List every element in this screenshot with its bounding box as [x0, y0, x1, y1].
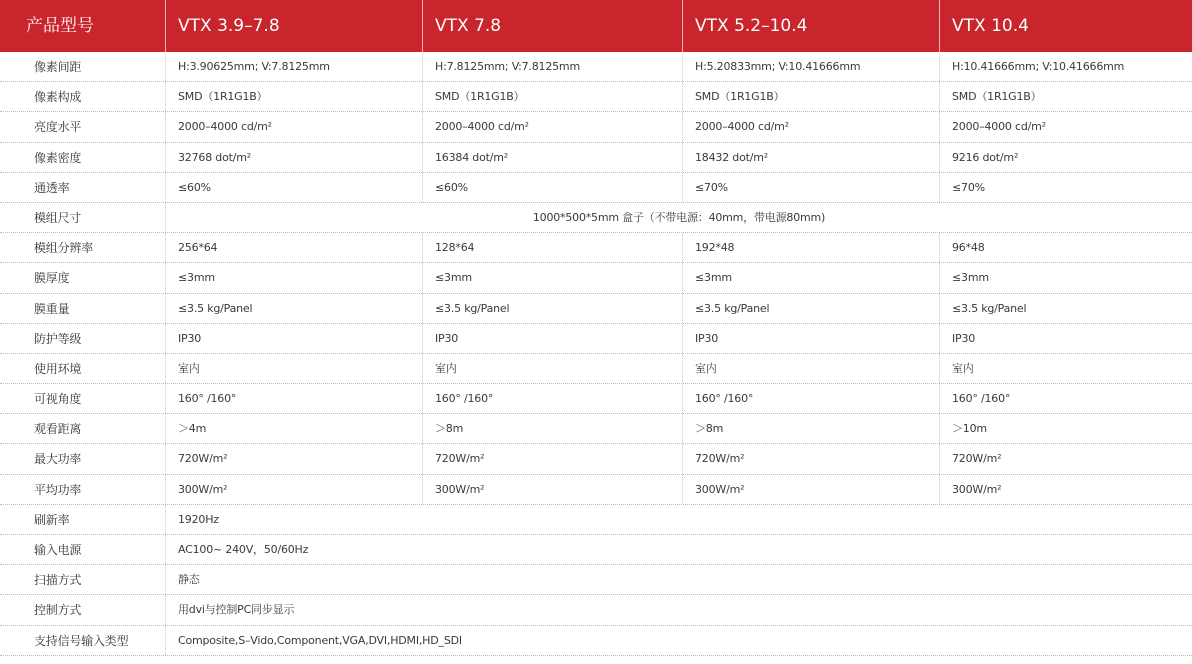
- row-value-model-1: IP30: [165, 324, 422, 353]
- row-label: 亮度水平: [34, 120, 82, 135]
- header-model-1: VTX 3.9–7.8: [165, 0, 422, 52]
- table-row: [0, 626, 1192, 656]
- row-value-model-3: 2000–4000 cd/m²: [682, 112, 939, 141]
- row-value-model-3: 192*48: [682, 233, 939, 262]
- row-value-model-4: 300W/m²: [939, 475, 1192, 504]
- row-value-model-2: 720W/m²: [422, 444, 682, 473]
- row-value-model-4: 160° /160°: [939, 384, 1192, 413]
- row-label: 防护等级: [34, 331, 82, 346]
- row-value-model-3: 室内: [682, 354, 939, 383]
- row-value-model-1: ≤3mm: [165, 263, 422, 292]
- table-row: [0, 112, 1192, 142]
- row-label: 刷新率: [34, 512, 70, 527]
- header-model-3: VTX 5.2–10.4: [682, 0, 939, 52]
- row-value-model-3: ≤3.5 kg/Panel: [682, 294, 939, 323]
- row-value-model-2: 300W/m²: [422, 475, 682, 504]
- header-model-4: VTX 10.4: [939, 0, 1192, 52]
- table-header: [0, 0, 1192, 52]
- row-value-model-4: ≤3mm: [939, 263, 1192, 292]
- table-row: [0, 294, 1192, 324]
- row-value-model-4: 96*48: [939, 233, 1192, 262]
- row-value-all-models: 1000*500*5mm 盒子（不带电源：40mm，带电源80mm): [165, 203, 1192, 232]
- row-value-model-2: 室内: [422, 354, 682, 383]
- row-value-model-4: 室内: [939, 354, 1192, 383]
- row-value-model-4: SMD（1R1G1B）: [939, 82, 1192, 111]
- row-value-model-4: IP30: [939, 324, 1192, 353]
- row-value-model-3: IP30: [682, 324, 939, 353]
- row-value-model-4: ＞10m: [939, 414, 1192, 443]
- row-value-model-2: ≤60%: [422, 173, 682, 202]
- row-label: 模组尺寸: [34, 210, 82, 225]
- row-value-shared: Composite,S–Vido,Component,VGA,DVI,HDMI,HD_SDI: [165, 626, 1192, 655]
- table-row: [0, 354, 1192, 384]
- row-value-model-1: ≤60%: [165, 173, 422, 202]
- row-value-model-1: 2000–4000 cd/m²: [165, 112, 422, 141]
- table-body: [0, 52, 1192, 656]
- row-value-model-1: 256*64: [165, 233, 422, 262]
- row-value-model-4: H:10.41666mm; V:10.41666mm: [939, 52, 1192, 81]
- row-label: 像素间距: [34, 60, 82, 74]
- row-value-model-3: H:5.20833mm; V:10.41666mm: [682, 52, 939, 81]
- row-label: 支持信号输入类型: [34, 633, 129, 648]
- row-label: 模组分辨率: [34, 241, 94, 256]
- table-row: [0, 203, 1192, 233]
- row-value-model-2: IP30: [422, 324, 682, 353]
- row-value-shared: 静态: [165, 565, 1192, 594]
- table-row: [0, 52, 1192, 82]
- table-row: [0, 384, 1192, 414]
- row-value-model-2: 128*64: [422, 233, 682, 262]
- table-row: [0, 173, 1192, 203]
- row-value-model-1: ≤3.5 kg/Panel: [165, 294, 422, 323]
- row-value-model-3: ＞8m: [682, 414, 939, 443]
- table-row: [0, 475, 1192, 505]
- row-value-model-1: 160° /160°: [165, 384, 422, 413]
- table-row: [0, 535, 1192, 565]
- row-value-model-3: ≤70%: [682, 173, 939, 202]
- row-value-model-1: SMD（1R1G1B）: [165, 82, 422, 111]
- table-row: [0, 82, 1192, 112]
- row-value-model-2: H:7.8125mm; V:7.8125mm: [422, 52, 682, 81]
- row-value-model-2: ≤3.5 kg/Panel: [422, 294, 682, 323]
- row-label: 像素构成: [34, 90, 82, 105]
- row-value-model-1: 720W/m²: [165, 444, 422, 473]
- header-label: 产品型号: [26, 16, 94, 36]
- row-value-shared: 用dvi与控制PC同步显示: [165, 595, 1192, 624]
- row-value-model-4: ≤70%: [939, 173, 1192, 202]
- row-value-model-2: 160° /160°: [422, 384, 682, 413]
- header-model-2: VTX 7.8: [422, 0, 682, 52]
- row-label: 膜厚度: [34, 271, 70, 286]
- row-value-model-3: 720W/m²: [682, 444, 939, 473]
- row-label: 使用环境: [34, 361, 82, 376]
- table-row: [0, 414, 1192, 444]
- row-value-model-3: ≤3mm: [682, 263, 939, 292]
- row-value-model-3: 160° /160°: [682, 384, 939, 413]
- table-row: [0, 505, 1192, 535]
- row-value-model-2: ＞8m: [422, 414, 682, 443]
- row-value-model-1: 300W/m²: [165, 475, 422, 504]
- row-value-model-4: 720W/m²: [939, 444, 1192, 473]
- row-value-model-4: 9216 dot/m²: [939, 143, 1192, 172]
- row-label: 扫描方式: [34, 573, 82, 588]
- row-label: 可视角度: [34, 392, 82, 407]
- row-value-shared: AC100~ 240V，50/60Hz: [165, 535, 1192, 564]
- row-value-model-1: H:3.90625mm; V:7.8125mm: [165, 52, 422, 81]
- row-value-model-2: ≤3mm: [422, 263, 682, 292]
- row-value-model-4: ≤3.5 kg/Panel: [939, 294, 1192, 323]
- row-value-model-2: 2000–4000 cd/m²: [422, 112, 682, 141]
- row-label: 通透率: [34, 180, 70, 195]
- row-label: 观看距离: [34, 422, 82, 437]
- row-value-model-3: 18432 dot/m²: [682, 143, 939, 172]
- row-value-model-4: 2000–4000 cd/m²: [939, 112, 1192, 141]
- table-row: [0, 263, 1192, 293]
- row-value-shared: 1920Hz: [165, 505, 1192, 534]
- table-row: [0, 565, 1192, 595]
- row-label: 膜重量: [34, 301, 70, 316]
- row-value-model-1: 室内: [165, 354, 422, 383]
- table-row: [0, 233, 1192, 263]
- row-label: 输入电源: [34, 543, 82, 557]
- row-value-model-1: ＞4m: [165, 414, 422, 443]
- row-label: 像素密度: [34, 150, 82, 165]
- table-row: [0, 143, 1192, 173]
- row-label: 平均功率: [34, 482, 82, 497]
- row-label: 最大功率: [34, 452, 82, 467]
- row-value-model-1: 32768 dot/m²: [165, 143, 422, 172]
- table-row: [0, 444, 1192, 474]
- row-label: 控制方式: [34, 603, 82, 618]
- table-row: [0, 595, 1192, 625]
- row-value-model-2: SMD（1R1G1B）: [422, 82, 682, 111]
- row-value-model-3: SMD（1R1G1B）: [682, 82, 939, 111]
- row-value-model-2: 16384 dot/m²: [422, 143, 682, 172]
- table-row: [0, 324, 1192, 354]
- row-value-model-3: 300W/m²: [682, 475, 939, 504]
